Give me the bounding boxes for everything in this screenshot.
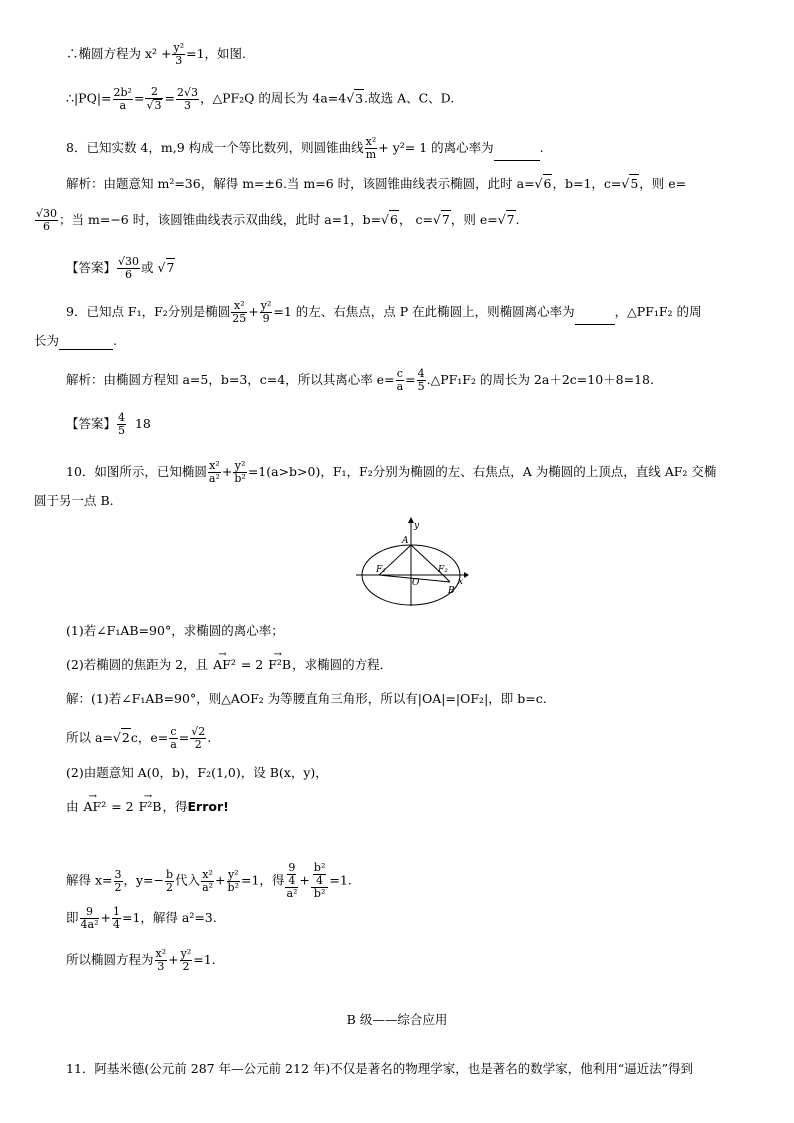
fraction xyxy=(201,869,214,894)
vector: → AF² xyxy=(83,798,108,816)
numerator: b² xyxy=(313,861,326,874)
answer-blank[interactable] xyxy=(59,337,113,350)
denominator: a² xyxy=(208,472,220,485)
denominator: a² xyxy=(202,880,214,894)
vector: → F²B xyxy=(267,656,292,674)
text: 9．已知点 F₁，F₂分别是椭圆 xyxy=(66,304,231,319)
q8-solution-1: 解析：由题意知 m²=36，解得 m=±6.当 m=6 时，该圆锥曲线表示椭圆，此时 a=√6，b=1，c=√5，则 e= xyxy=(66,176,687,191)
numerator: 1 xyxy=(112,905,120,918)
text: ，y=− xyxy=(123,872,165,888)
numerator: 2 xyxy=(145,86,163,99)
nested-fraction xyxy=(311,862,328,900)
numerator: y² xyxy=(180,947,192,960)
text: 8．已知实数 4，m,9 构成一个等比数列，则圆锥曲线 xyxy=(66,140,364,155)
denominator: 6 xyxy=(125,268,133,281)
text: ，得 xyxy=(162,799,188,814)
text: . xyxy=(207,730,212,745)
radicand: 7 xyxy=(506,212,515,227)
numerator: √30 xyxy=(118,255,140,268)
answer-label: 【答案】 xyxy=(66,416,117,431)
denominator: a xyxy=(119,98,127,112)
q9-solution xyxy=(66,368,654,393)
numerator: 9 xyxy=(80,906,100,919)
radicand: 6 xyxy=(543,176,552,191)
fraction xyxy=(113,87,133,112)
text: 解：(1)若∠F₁AB=90°，则△AOF₂ 为等腰直角三角形，所以有|OA|=|OF₂|，即 b=c. xyxy=(66,691,547,706)
q10-part2 xyxy=(66,656,392,674)
fraction xyxy=(396,368,405,393)
text: ∴|PQ|= xyxy=(66,90,112,106)
text: 圆于另一点 B. xyxy=(34,493,114,508)
radicand: 2 xyxy=(121,730,130,745)
fraction xyxy=(117,256,140,281)
denominator: 3 xyxy=(157,960,165,973)
text: 长为 xyxy=(34,333,60,348)
fraction xyxy=(117,412,126,437)
numerator: x² xyxy=(365,135,377,148)
denominator: 4 xyxy=(112,918,120,931)
denominator: 4a² xyxy=(80,918,99,931)
text: ，则 e= xyxy=(639,176,687,191)
text: ，则 e= xyxy=(450,212,498,227)
q8-stem: 8．已知实数 4，m,9 构成一个等比数列，则圆锥曲线 $\frac{\text{x²}}{m}$ + y²= 1 的离心率为 . xyxy=(66,135,544,161)
denominator: 4 xyxy=(288,874,296,887)
q10-sol-4 xyxy=(66,798,229,816)
text: = xyxy=(178,730,190,745)
q10-sol-1 xyxy=(66,690,547,708)
q10-sol-2: 所以 a=√2c，e= $\frac{c}{a}$ = $\frac{√2}{2}$ . xyxy=(66,725,212,751)
text: + xyxy=(248,304,259,319)
x-axis-arrow xyxy=(464,572,469,578)
fraction xyxy=(227,869,240,894)
denominator: 2 xyxy=(114,880,122,894)
fraction xyxy=(112,906,121,931)
denominator: a xyxy=(170,738,177,751)
q8-answer: 【答案】 $\frac{√30}{6}$ 或 √7 xyxy=(66,255,175,281)
numerator: 3 xyxy=(114,867,122,881)
text: 解析：由题意知 m²=36，解得 m=±6.当 m=6 时，该圆锥曲线表示椭圆，此时 a= xyxy=(66,176,535,191)
vector: → F²B xyxy=(138,798,163,816)
fraction xyxy=(365,136,378,161)
line-ellipse-eq xyxy=(66,42,246,67)
numerator: y² xyxy=(227,867,239,881)
radicand: 3 xyxy=(355,90,364,106)
text: =1. xyxy=(193,952,216,967)
denominator: 2 xyxy=(194,738,202,751)
q10-sol-3 xyxy=(66,764,328,782)
text: ，△PF₂Q 的周长为 4a=4 xyxy=(199,90,347,106)
text: . xyxy=(515,212,520,227)
fraction xyxy=(176,87,199,112)
numerator: √30 xyxy=(36,207,58,220)
q8-solution-2: $\frac{√30}{6}$ ；当 m=−6 时，该圆锥曲线表示双曲线，此时 a=1，b=√6， c=√7，则 e=√7. xyxy=(36,207,520,233)
text: 所以 a= xyxy=(66,730,113,745)
fraction xyxy=(313,862,326,887)
text: 或 xyxy=(141,260,154,275)
text: 解得 x= xyxy=(66,872,113,888)
text: 所以椭圆方程为 xyxy=(66,952,154,967)
numerator: 9 xyxy=(288,861,296,874)
text: =1(a>b>0)，F₁，F₂分别为椭圆的左、右焦点，A 为椭圆的上顶点，直线 AF₂ 交椭 xyxy=(247,464,717,479)
denominator: a xyxy=(396,380,404,393)
text: =1，如图. xyxy=(186,46,247,61)
fraction xyxy=(155,948,168,973)
denominator: 9 xyxy=(262,312,270,325)
numerator: x² xyxy=(231,300,247,313)
q9-stem-2: 长为 . xyxy=(34,333,117,348)
text: = xyxy=(164,90,175,106)
text: 即 xyxy=(66,910,79,925)
label-x: x xyxy=(458,577,464,587)
text: (2)由题意知 A(0，b)，F₂(1,0)，设 B(x，y)， xyxy=(66,765,328,780)
radicand: 7 xyxy=(166,260,175,275)
denominator: 3 xyxy=(183,98,191,112)
text: = xyxy=(133,90,145,106)
text: (2)若椭圆的焦距为 2，且 xyxy=(66,657,209,672)
line-pq: ∴|PQ|= $\frac{\text{2b²}}{a}$ = $\frac{2}{√3}$ = $\frac{2√3}{3}$ ，△PF₂Q 的周长为 4a=4√3.故选 A、C、D. xyxy=(66,85,455,112)
label-b: B xyxy=(448,586,455,596)
vector: → AF² xyxy=(212,656,237,674)
numerator: x² xyxy=(209,459,220,472)
text: = 2 xyxy=(111,799,134,814)
numerator: √2 xyxy=(191,725,206,738)
label-f1: F₁ xyxy=(376,565,386,575)
q10-sol-5 xyxy=(66,862,352,900)
fraction xyxy=(35,208,58,233)
fraction xyxy=(172,42,185,67)
numerator: b xyxy=(166,867,174,881)
text: = 2 xyxy=(240,657,264,672)
error-text: Error! xyxy=(187,799,229,814)
text: 解析：由椭圆方程知 a=5，b=3，c=4，所以其离心率 e= xyxy=(66,372,395,387)
numerator: x² xyxy=(202,867,213,881)
radicand: 5 xyxy=(630,176,639,191)
numerator: y² xyxy=(234,459,246,472)
fraction xyxy=(145,86,163,112)
answer-label: 【答案】 xyxy=(66,260,117,275)
fraction xyxy=(231,300,247,325)
numerator: c xyxy=(396,367,403,380)
denominator: b² xyxy=(234,472,246,485)
denominator: 5 xyxy=(417,380,425,393)
text: ；当 m=−6 时，该圆锥曲线表示双曲线，此时 a=1，b= xyxy=(59,212,382,227)
numerator: y² xyxy=(260,299,272,312)
label-a: A xyxy=(402,536,409,546)
fraction xyxy=(165,869,174,894)
q9-stem xyxy=(66,300,702,325)
fraction xyxy=(80,906,100,931)
text: + xyxy=(221,464,233,479)
fraction xyxy=(180,948,193,973)
text: + y²= 1 的离心率为 xyxy=(378,140,494,155)
denominator: 3 xyxy=(175,54,183,67)
fraction xyxy=(233,460,246,485)
numerator: y² xyxy=(173,41,185,54)
numerator: 2b² xyxy=(113,85,132,99)
text: ，△PF₁F₂ 的周 xyxy=(614,304,702,319)
fraction xyxy=(114,869,123,894)
numerator: c xyxy=(170,725,177,738)
denominator: 5 xyxy=(118,424,126,437)
numerator: x² xyxy=(155,947,167,960)
numerator: 4 xyxy=(417,367,425,380)
text: 代入 xyxy=(175,872,201,888)
denominator: 25 xyxy=(232,312,247,325)
text: ， c= xyxy=(398,212,433,227)
fraction xyxy=(287,862,296,887)
text: .△PF₁F₂ 的周长为 2a＋2c=10＋8=18. xyxy=(426,372,654,387)
text: ，b=1，c= xyxy=(552,176,622,191)
text: 10．如图所示，已知椭圆 xyxy=(66,464,207,479)
numerator: 2√3 xyxy=(176,85,198,99)
q10-stem-2 xyxy=(34,492,114,510)
denominator: 2 xyxy=(182,960,190,973)
q10-part1 xyxy=(66,622,284,640)
text: 18 xyxy=(134,416,151,431)
label-f2: F₂ xyxy=(438,565,448,575)
q10-sol-6 xyxy=(66,906,217,931)
fraction xyxy=(190,726,206,751)
numerator xyxy=(285,862,298,888)
text: ∴椭圆方程为 x² + xyxy=(66,46,172,61)
text: =1，得 xyxy=(240,872,285,888)
text: ，求椭圆的方程． xyxy=(292,657,393,672)
nested-fraction xyxy=(285,862,298,900)
ellipse-figure xyxy=(352,516,470,608)
q11-stem xyxy=(66,1060,693,1078)
numerator xyxy=(311,862,328,888)
denominator: b² xyxy=(313,887,326,900)
text: (1)若∠F₁AB=90°，求椭圆的离心率； xyxy=(66,623,284,638)
label-o: O xyxy=(412,578,420,588)
q10-sol-7 xyxy=(66,948,216,973)
text: = xyxy=(405,372,416,387)
text: .故选 A、C、D. xyxy=(364,90,455,106)
text: =1，解得 a²=3. xyxy=(121,910,217,925)
text: + xyxy=(100,910,111,925)
answer-blank[interactable] xyxy=(494,148,540,161)
denominator: 2 xyxy=(166,880,174,894)
text: 由 xyxy=(66,799,79,814)
text: c，e= xyxy=(130,730,169,745)
radicand: 3 xyxy=(154,99,162,112)
radicand: 6 xyxy=(390,212,398,227)
fraction xyxy=(169,726,178,751)
q9-answer xyxy=(66,412,151,437)
radicand: 7 xyxy=(441,212,450,227)
fraction xyxy=(417,368,426,393)
text: 11．阿基米德(公元前 287 年—公元前 212 年)不仅是著名的物理学家，也是著名的数学家，他利用“逼近法”得到 xyxy=(66,1061,694,1076)
text: =1. xyxy=(329,872,352,888)
text: + xyxy=(299,872,310,888)
denominator: a² xyxy=(286,887,298,900)
denominator: 6 xyxy=(43,220,50,233)
numerator: 4 xyxy=(118,411,126,424)
label-y: y xyxy=(414,521,420,531)
text: =1 的左、右焦点，点 P 在此椭圆上，则椭圆离心率为 xyxy=(273,304,575,319)
q10-stem xyxy=(66,460,716,485)
fraction xyxy=(208,460,221,485)
text: + xyxy=(168,952,179,967)
section-heading: B 级——综合应用 xyxy=(346,1012,448,1027)
text: + xyxy=(215,872,226,888)
answer-blank[interactable] xyxy=(575,312,615,325)
fraction xyxy=(260,300,273,325)
denominator: b² xyxy=(227,880,239,894)
denominator: √3 xyxy=(146,99,162,112)
denominator: m xyxy=(365,148,377,161)
denominator: 4 xyxy=(316,874,324,887)
